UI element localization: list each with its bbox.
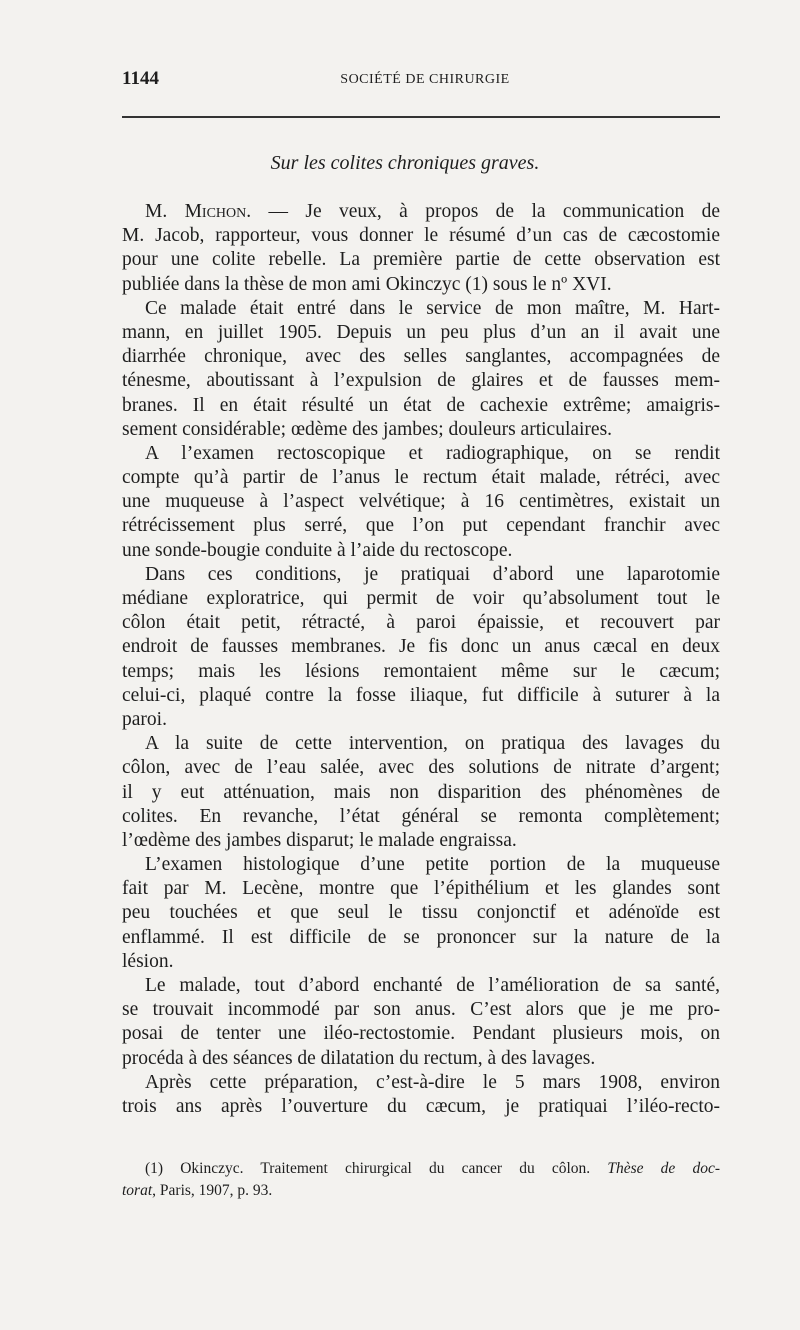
- text-line: [122, 442, 720, 466]
- line-text: endroit de fausses membranes. Je fis donc un anus cæcal en deux: [122, 636, 720, 658]
- text-line: [122, 248, 720, 272]
- line-text: lésion.: [122, 950, 174, 972]
- speaker-suffix: .: [246, 201, 252, 222]
- line-text: il y eut atténuation, mais non disparition des phénomènes de: [122, 781, 720, 803]
- text-line: [122, 756, 720, 780]
- line-text: enflammé. Il est difficile de se prononcer sur la nature de la: [122, 926, 720, 948]
- text-line: [122, 1022, 720, 1046]
- text-line: [122, 273, 720, 297]
- text-line: [122, 853, 720, 877]
- text-line: [122, 514, 720, 538]
- running-head: SOCIÉTÉ DE CHIRURGIE: [340, 72, 510, 87]
- text-line: [122, 829, 720, 853]
- page-number: 1144: [122, 68, 159, 89]
- text-line: [122, 660, 720, 684]
- text-line: [122, 635, 720, 659]
- line-text: une muqueuse à l’aspect velvétique; à 16 centimètres, existait un: [122, 491, 720, 513]
- line-text: trois ans après l’ouverture du cæcum, je pratiquai l’iléo-recto-: [122, 1095, 720, 1117]
- line-text: Ce malade était entré dans le service de mon maître, M. Hart-: [145, 297, 720, 319]
- text-line: [122, 781, 720, 805]
- text-line: [122, 950, 720, 974]
- footnote-italic: torat: [122, 1182, 153, 1199]
- footnote-marker: (1): [145, 1160, 164, 1177]
- line-text: M. Jacob, rapporteur, vous donner le résumé d’un cas de cæcostomie: [122, 225, 720, 247]
- text-line: [122, 901, 720, 925]
- text-line: [122, 732, 720, 756]
- footnote-line: [122, 1180, 720, 1202]
- line-text: posai de tenter une iléo-rectostomie. Pendant plusieurs mois, on: [122, 1023, 720, 1045]
- footnote-text: , Paris, 1907, p. 93.: [152, 1182, 273, 1199]
- line-text: Dans ces conditions, je pratiquai d’abord une laparotomie: [145, 563, 720, 585]
- line-text: colites. En revanche, l’état général se remonta complètement;: [122, 805, 720, 827]
- line-text: compte qu’à partir de l’anus le rectum était malade, rétréci, avec: [122, 467, 720, 489]
- line-text: publiée dans la thèse de mon ami Okinczyc (1) sous le nº XVI.: [122, 273, 612, 295]
- line-text: côlon, avec de l’eau salée, avec des solutions de nitrate d’argent;: [122, 757, 720, 779]
- text-line: [122, 418, 720, 442]
- text-line: [122, 684, 720, 708]
- text-line: [122, 321, 720, 345]
- text-line: [122, 224, 720, 248]
- text-line: [122, 563, 720, 587]
- text-line: [122, 1095, 720, 1119]
- section-title: Sur les colites chroniques graves.: [270, 152, 540, 174]
- line-text: l’œdème des jambes disparut; le malade engraissa.: [122, 829, 517, 851]
- footnote-line: [122, 1158, 720, 1180]
- line-text: L’examen histologique d’une petite portion de la muqueuse: [145, 854, 720, 876]
- line-text: paroi.: [122, 708, 167, 730]
- text-line: [122, 998, 720, 1022]
- line-text: procéda à des séances de dilatation du rectum, à des lavages.: [122, 1047, 596, 1069]
- line-text: branes. Il en était résulté un état de cachexie extrême; amaigris-: [122, 394, 720, 416]
- text-line: [122, 974, 720, 998]
- line-text: A la suite de cette intervention, on pratiqua des lavages du: [145, 733, 720, 755]
- text-line: [122, 369, 720, 393]
- text-line: [122, 394, 720, 418]
- line-text: temps; mais les lésions remontaient même sur le cæcum;: [122, 660, 720, 682]
- line-text: mann, en juillet 1905. Depuis un peu plus d’un an il avait une: [122, 321, 720, 343]
- text-line: [122, 466, 720, 490]
- footnote-text: Okinczyc. Traitement chirurgical du cancer du côlon.: [163, 1160, 608, 1177]
- text-line: [122, 490, 720, 514]
- line-text: une sonde-bougie conduite à l’aide du rectoscope.: [122, 539, 513, 561]
- speaker-name: Michon: [184, 201, 247, 222]
- text-line: [122, 708, 720, 732]
- line-text: se trouvait incommodé par son anus. C’est alors que je me pro-: [122, 999, 720, 1021]
- text-line: [122, 200, 720, 224]
- line-text: Après cette préparation, c’est-à-dire le 5 mars 1908, environ: [145, 1071, 720, 1093]
- text-line: [122, 805, 720, 829]
- text-line: [122, 926, 720, 950]
- line-text: pour une colite rebelle. La première partie de cette observation est: [122, 249, 720, 271]
- text-line: [122, 345, 720, 369]
- line-text: — Je veux, à propos de la communication de: [251, 201, 720, 222]
- speaker-prefix: M.: [145, 201, 185, 222]
- text-line: [122, 1071, 720, 1095]
- footnote: [122, 1158, 720, 1202]
- text-line: [122, 1047, 720, 1071]
- text-line: [122, 539, 720, 563]
- text-line: [122, 297, 720, 321]
- line-text: rétrécissement plus serré, que l’on put cependant franchir avec: [122, 515, 720, 537]
- text-line: [122, 611, 720, 635]
- line-text: celui-ci, plaqué contre la fosse iliaque, fut difficile à suturer à la: [122, 684, 720, 706]
- line-text: médiane exploratrice, qui permit de voir qu’absolument tout le: [122, 588, 720, 609]
- line-text: diarrhée chronique, avec des selles sanglantes, accompagnées de: [122, 346, 720, 368]
- body-text: [122, 200, 720, 1119]
- line-text: côlon était petit, rétracté, à paroi épaissie, et recouvert par: [122, 612, 720, 634]
- line-text: peu touchées et que seul le tissu conjonctif et adénoïde est: [122, 902, 720, 924]
- line-text: A l’examen rectoscopique et radiographique, on se rendit: [145, 442, 720, 464]
- footnote-italic: Thèse de doc-: [607, 1160, 720, 1177]
- line-text: fait par M. Lecène, montre que l’épithélium et les glandes sont: [122, 878, 720, 900]
- line-text: sement considérable; œdème des jambes; douleurs articulaires.: [122, 418, 613, 440]
- text-line: [122, 587, 720, 611]
- line-text: ténesme, aboutissant à l’expulsion de glaires et de fausses mem-: [122, 370, 720, 392]
- header-rule: [122, 116, 720, 118]
- text-line: [122, 877, 720, 901]
- line-text: Le malade, tout d’abord enchanté de l’amélioration de sa santé,: [145, 975, 720, 996]
